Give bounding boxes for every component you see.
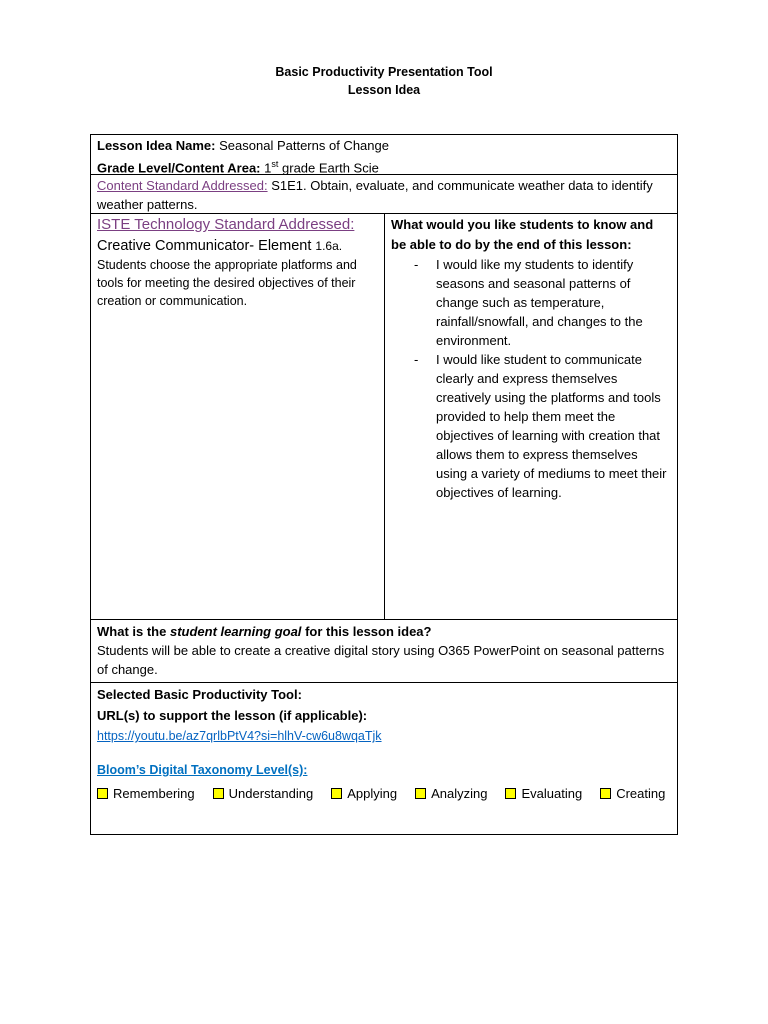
- learning-goal-question: [97, 622, 671, 641]
- bloom-level-label: Remembering: [113, 786, 195, 801]
- objective-item: - I would like student to communicate clearly and express themselves creatively using the platforms and tools provided to help them meet the objectives of learning with creation that allows them to express themselves using a variety of mediums to meet their objectives of learning.: [436, 350, 671, 502]
- iste-label: ISTE Technology Standard Addressed:: [97, 216, 355, 233]
- objective-item: - I would like my students to identify seasons and seasonal patterns of change such as temperature, rainfall/snowfall, and changes to the environment.: [436, 255, 671, 350]
- objectives-cell: [385, 214, 677, 619]
- goal-question-post: for this lesson idea?: [305, 624, 432, 639]
- lesson-info-row: [91, 135, 677, 175]
- lesson-name-value: Seasonal Patterns of Change: [219, 138, 389, 153]
- grade-number: 1: [264, 160, 272, 176]
- tool-label: Selected Basic Productivity Tool:: [97, 687, 302, 702]
- bloom-analyzing[interactable]: [415, 784, 487, 803]
- support-url-link[interactable]: https://youtu.be/az7qrlbPtV4?si=hlhV-cw6u8wqaTjk: [97, 729, 382, 743]
- bloom-evaluating[interactable]: [505, 784, 582, 803]
- bloom-level-label: Evaluating: [521, 786, 583, 801]
- bloom-level-label: Understanding: [228, 786, 314, 801]
- checkbox-icon[interactable]: [97, 788, 108, 799]
- bloom-understanding[interactable]: [213, 784, 314, 803]
- standards-objectives-row: [91, 214, 677, 620]
- lesson-name-label: Lesson Idea Name:: [97, 138, 216, 153]
- grade-suffix: st: [271, 159, 279, 169]
- bloom-remembering[interactable]: [97, 784, 195, 803]
- goal-question-pre: What is the: [97, 624, 167, 639]
- bloom-label: Bloom’s Digital Taxonomy Level(s):: [97, 763, 308, 777]
- content-standard-label: Content Standard Addressed:: [97, 178, 268, 193]
- learning-goal-answer: Students will be able to create a creative digital story using O365 PowerPoint on seasonal patterns of change.: [97, 643, 665, 677]
- bloom-levels: [97, 784, 671, 803]
- checkbox-icon[interactable]: [505, 788, 516, 799]
- bloom-applying[interactable]: [331, 784, 397, 803]
- bloom-creating[interactable]: [600, 784, 665, 803]
- bloom-level-label: Applying: [347, 786, 398, 801]
- learning-goal-row: [91, 620, 677, 683]
- lesson-table: [90, 134, 678, 835]
- goal-question-emphasis: student learning goal: [169, 624, 302, 639]
- iste-element-number: 1.6a.: [315, 239, 343, 253]
- tool-row: [91, 683, 677, 834]
- iste-description: Students choose the appropriate platforms and tools for meeting the desired objectives of their creation or communication.: [97, 258, 357, 308]
- iste-element-name: Creative Communicator- Element: [97, 238, 312, 254]
- grade-area: grade Earth Scie: [282, 160, 379, 176]
- checkbox-icon[interactable]: [600, 788, 611, 799]
- checkbox-icon[interactable]: [213, 788, 224, 799]
- document-subtitle: Lesson Idea: [347, 83, 421, 97]
- url-label: URL(s) to support the lesson (if applicable):: [97, 708, 368, 723]
- objectives-list: [391, 255, 671, 502]
- bloom-level-label: Creating: [616, 786, 666, 801]
- document-title: Basic Productivity Presentation Tool: [275, 65, 493, 79]
- iste-cell: [91, 214, 385, 619]
- content-standard-value: S1E1. Obtain, evaluate, and communicate weather data to identify weather patterns.: [97, 178, 653, 212]
- grade-label: Grade Level/Content Area:: [97, 160, 261, 176]
- content-standard-row: [91, 175, 677, 214]
- bloom-level-label: Analyzing: [431, 786, 488, 801]
- objectives-question: What would you like students to know and be able to do by the end of this lesson:: [391, 217, 654, 252]
- iste-element: [97, 236, 378, 256]
- checkbox-icon[interactable]: [415, 788, 426, 799]
- grade-line: [97, 155, 671, 177]
- lesson-name-line: [97, 136, 671, 155]
- checkbox-icon[interactable]: [331, 788, 342, 799]
